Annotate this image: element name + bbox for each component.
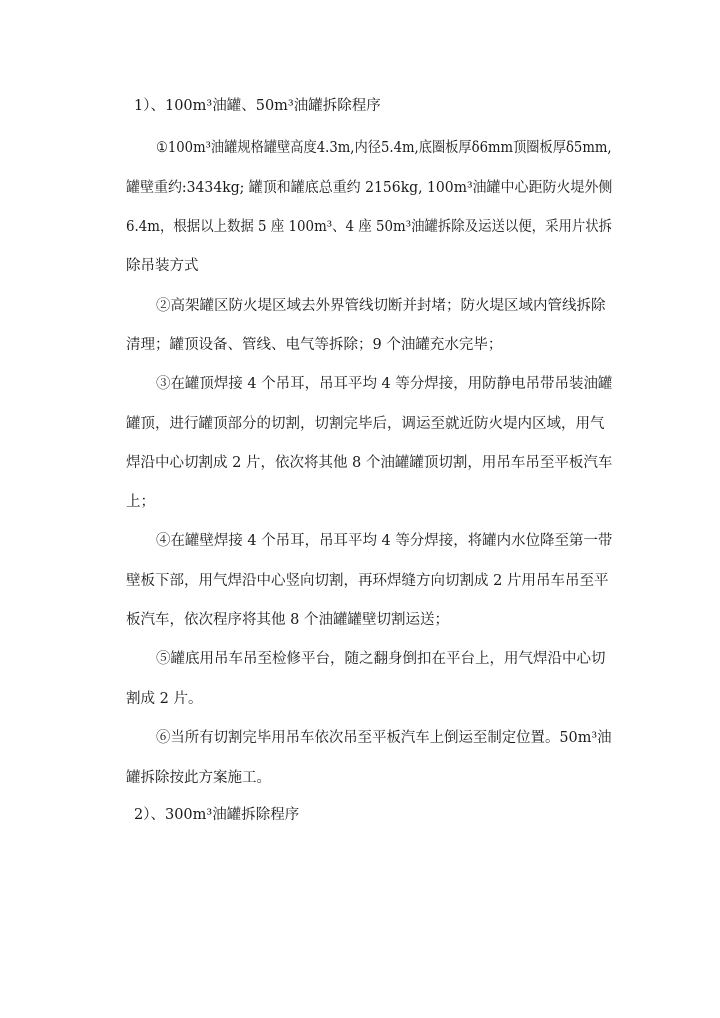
paragraph-3-line-1: ③在罐顶焊接 4 个吊耳，吊耳平均 4 等分焊接，用防静电吊带吊装油罐 <box>156 376 613 392</box>
paragraph-1-line-2: 罐壁重约:3434kg; 罐顶和罐底总重约 2156kg, 100m³油罐中心距防火堤外侧 <box>126 180 613 196</box>
paragraph-2-line-2: 清理；罐顶设备、管线、电气等拆除；9 个油罐充水完毕； <box>126 337 503 353</box>
paragraph-4-line-1: ④在罐壁焊接 4 个吊耳，吊耳平均 4 等分焊接，将罐内水位降至第一带 <box>156 533 613 549</box>
section-heading-1: 1）、100m³油罐、50m³油罐拆除程序 <box>134 98 381 114</box>
section-heading-2: 2）、300m³油罐拆除程序 <box>134 807 300 823</box>
paragraph-5-line-1: ⑤罐底用吊车吊至检修平台，随之翻身倒扣在平台上，用气焊沿中心切 <box>156 651 606 667</box>
paragraph-4-line-3: 板汽车，依次程序将其他 8 个油罐罐壁切割运送； <box>126 612 449 628</box>
paragraph-2-line-1: ②高架罐区防火堤区域去外界管线切断并封堵；防火堤区域内管线拆除 <box>156 298 606 314</box>
paragraph-3-line-4: 上； <box>126 494 155 510</box>
paragraph-5-line-2: 割成 2 片。 <box>126 691 203 707</box>
paragraph-6-line-2: 罐拆除按此方案施工。 <box>126 770 271 786</box>
paragraph-4-line-2: 壁板下部，用气焊沿中心竖向切割，再环焊缝方向切割成 2 片用吊车吊至平 <box>126 573 609 589</box>
paragraph-3-line-2: 罐顶，进行罐顶部分的切割，切割完毕后，调运至就近防火堤内区域，用气 <box>126 416 605 432</box>
paragraph-6-line-1: ⑥当所有切割完毕用吊车依次吊至平板汽车上倒运至制定位置。50m³油 <box>156 730 612 746</box>
paragraph-3-line-3: 焊沿中心切割成 2 片，依次将其他 8 个油罐罐顶切割，用吊车吊至平板汽车 <box>126 455 613 471</box>
paragraph-1-line-4: 除吊装方式 <box>126 258 199 274</box>
paragraph-1-line-1: ①100m³油罐规格罐壁高度4.3m,内径5.4m,底圈板厚δ6mm顶圈板厚δ5mm, <box>156 140 612 156</box>
paragraph-1-line-3: 6.4m，根据以上数据 5 座 100m³、4 座 50m³油罐拆除及运送以便，采用片状拆 <box>126 219 613 235</box>
